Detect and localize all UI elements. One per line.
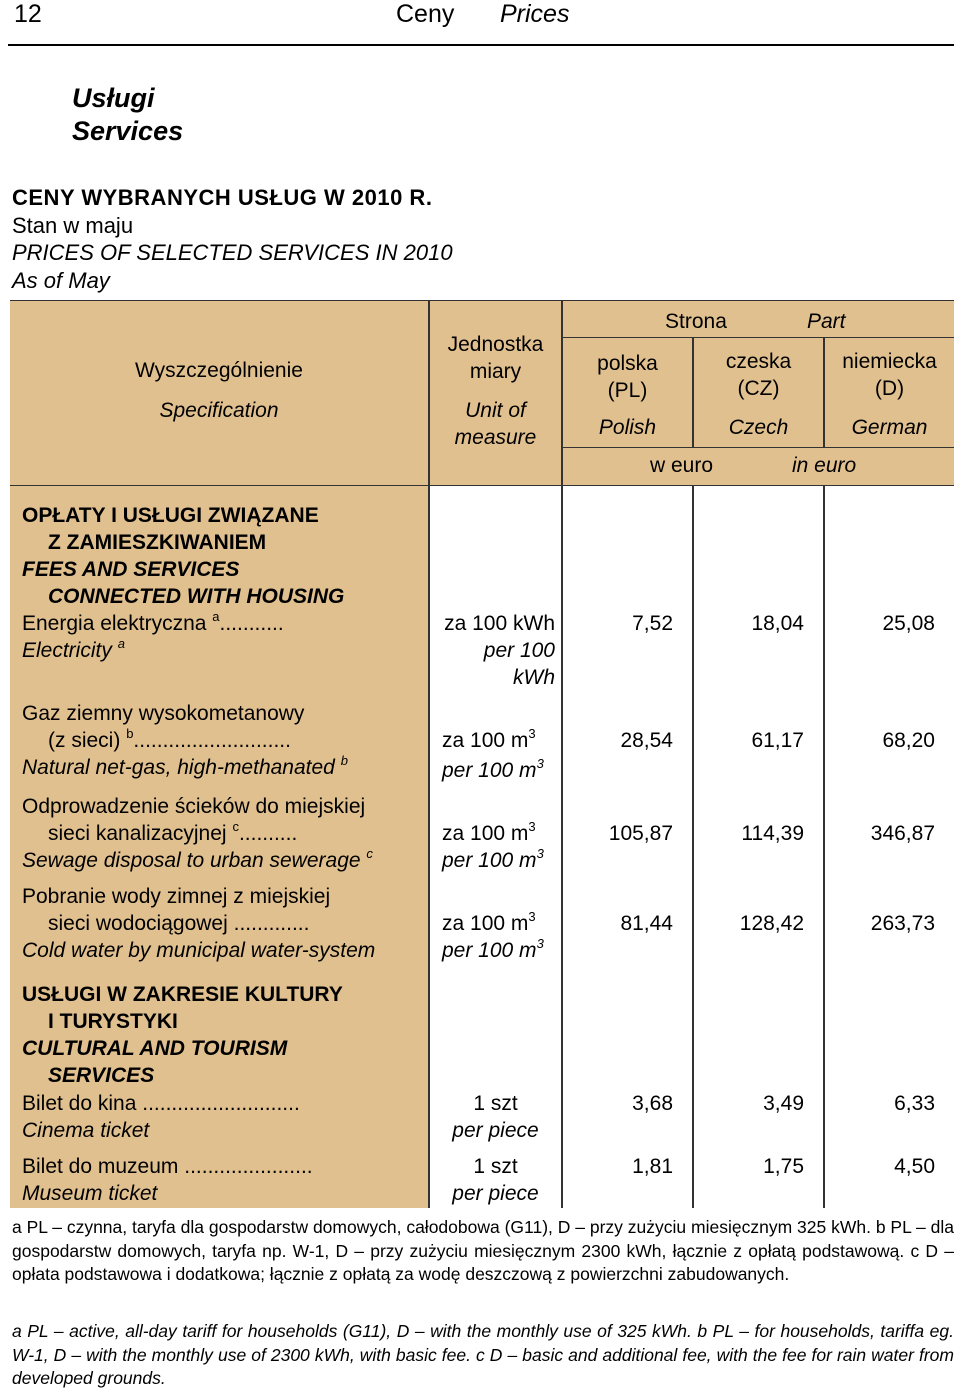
row-gas-label-en [22, 754, 348, 781]
group-housing-en-1: FEES AND SERVICES [22, 558, 240, 581]
header-bottom-border [10, 485, 954, 486]
label-text: Energia elektryczna [22, 612, 207, 635]
row-water-unit-pl [442, 910, 536, 937]
unit-text: za 100 m [442, 822, 529, 845]
row-cinema-unit-en: per piece [452, 1119, 539, 1142]
row-electricity-cz-value: 18,04 [751, 612, 804, 635]
row-gas-d-value: 68,20 [882, 729, 935, 752]
row-electricity-label-en [22, 637, 125, 664]
row-sewage-label-en [22, 847, 373, 874]
table-title-en: PRICES OF SELECTED SERVICES IN 2010 [12, 240, 453, 265]
country-d-code: (D) [874, 377, 905, 400]
footnote-mark: a [117, 636, 125, 651]
label-text: Electricity [22, 639, 112, 662]
header-section-pl: Ceny [396, 0, 455, 28]
row-cinema-pl-value: 3,68 [632, 1092, 673, 1115]
spec-header-en: Specification [159, 399, 279, 422]
leader-dots: ............. [233, 912, 310, 935]
running-header [0, 0, 960, 46]
group-culture-en-2: SERVICES [48, 1064, 155, 1087]
row-museum-label-pl [22, 1153, 313, 1180]
row-gas-pl-value: 28,54 [620, 729, 673, 752]
unit-text: za 100 m [442, 729, 529, 752]
row-sewage-unit-en [442, 847, 544, 874]
row-gas-label-pl-1: Gaz ziemny wysokometanowy [22, 702, 305, 725]
section-title-pl: Usługi [72, 83, 155, 113]
section-title-en: Services [72, 116, 184, 146]
row-electricity-pl-value: 7,52 [632, 612, 673, 635]
footnote-mark: c [232, 819, 239, 834]
row-museum-label-en: Museum ticket [22, 1182, 158, 1205]
group-culture-pl-1: USŁUGI W ZAKRESIE KULTURY [22, 983, 343, 1006]
footnote-mark: c [366, 846, 373, 861]
page-number: 12 [14, 0, 42, 28]
table-top-border [10, 300, 954, 301]
unit-exponent: 3 [536, 846, 544, 861]
row-sewage-label-pl-2 [48, 820, 297, 847]
prices-table [10, 300, 954, 1208]
unit-header-pl-1: Jednostka [447, 333, 544, 356]
row-cinema-cz-value: 3,49 [763, 1092, 804, 1115]
leader-dots: ...................... [184, 1155, 313, 1178]
row-water-label-pl-2 [48, 910, 309, 937]
row-water-unit-en [442, 937, 544, 964]
row-water-pl-value: 81,44 [620, 912, 673, 935]
country-pl-en: Polish [598, 416, 657, 439]
row-sewage-cz-value: 114,39 [741, 822, 804, 845]
unit-header-en-1: Unit of [465, 399, 526, 422]
currency-pl: w euro [650, 454, 714, 477]
row-cinema-d-value: 6,33 [894, 1092, 935, 1115]
country-d-en: German [851, 416, 928, 439]
row-water-label-pl-1: Pobranie wody zimnej z miejskiej [22, 885, 331, 908]
section-title [72, 82, 183, 148]
footnote-mark: a [212, 609, 220, 624]
country-cz-en: Czech [728, 416, 789, 439]
row-electricity-d-value: 25,08 [882, 612, 935, 635]
row-museum-d-value: 4,50 [894, 1155, 935, 1178]
leader-dots: ........... [219, 612, 284, 635]
row-cinema-label-en: Cinema ticket [22, 1119, 150, 1142]
footnotes-en: a PL – active, all-day tariff for households (G11), D – with the monthly use of 325 kWh. b PL – for households, tariffa eg. W-1, D – with the monthly use of 2300 kWh, with basic fee. c D – basic and additional fee, with the fee for rain water from developed grounds. [12, 1321, 954, 1388]
row-electricity-unit-pl: za 100 kWh [444, 612, 555, 635]
unit-exponent: 3 [528, 909, 536, 924]
row-gas-label-pl-2 [48, 727, 291, 754]
currency-en: in euro [792, 454, 857, 477]
row-gas-unit-en [442, 757, 544, 784]
header-section-en: Prices [500, 0, 570, 28]
row-gas-cz-value: 61,17 [751, 729, 804, 752]
label-text: Natural net-gas, high-methanated [22, 756, 335, 779]
table-title-pl: CENY WYBRANYCH USŁUG W 2010 R. [12, 185, 433, 210]
row-sewage-label-pl-1: Odprowadzenie ścieków do miejskiej [22, 795, 366, 818]
unit-text: per 100 m [442, 759, 537, 782]
label-text: Bilet do muzeum [22, 1155, 179, 1178]
label-text: sieci kanalizacyjnej [48, 822, 227, 845]
row-museum-cz-value: 1,75 [763, 1155, 804, 1178]
row-electricity-unit-en-1: per 100 [483, 639, 555, 662]
country-cz-code: (CZ) [737, 377, 780, 400]
table-title-block [12, 184, 453, 294]
table-subtitle-pl: Stan w maju [12, 212, 134, 238]
row-museum-unit-pl: 1 szt [473, 1155, 518, 1178]
unit-text: per 100 m [442, 849, 537, 872]
leader-dots: .......... [238, 822, 298, 845]
label-text: sieci wodociągowej [48, 912, 228, 935]
row-sewage-unit-pl [442, 820, 536, 847]
unit-text: za 100 m [442, 912, 529, 935]
row-water-label-en: Cold water by municipal water-system [22, 939, 376, 962]
unit-text: per 100 m [442, 939, 537, 962]
row-museum-pl-value: 1,81 [632, 1155, 673, 1178]
part-divider [561, 337, 954, 338]
row-water-cz-value: 128,42 [739, 912, 804, 935]
footnote-mark: b [126, 726, 134, 741]
part-header-en: Part [807, 310, 846, 333]
group-housing-en-2: CONNECTED WITH HOUSING [48, 585, 345, 608]
row-cinema-unit-pl: 1 szt [473, 1092, 518, 1115]
row-electricity-unit-en-2: kWh [513, 666, 555, 689]
group-culture-en-1: CULTURAL AND TOURISM [22, 1037, 288, 1060]
leader-dots: ........................... [133, 729, 291, 752]
unit-exponent: 3 [536, 936, 544, 951]
group-housing-pl-2: Z ZAMIESZKIWANIEM [48, 531, 267, 554]
country-pl-code: (PL) [607, 379, 648, 402]
spec-header-pl: Wyszczególnienie [135, 359, 303, 382]
table-subtitle-en: As of May [12, 267, 110, 293]
part-header-pl: Strona [665, 310, 727, 333]
group-housing-pl-1: OPŁATY I USŁUGI ZWIĄZANE [22, 504, 319, 527]
label-text: Sewage disposal to urban sewerage [22, 849, 361, 872]
unit-header-pl-2: miary [469, 360, 522, 383]
country-pl-name: polska [597, 352, 658, 375]
country-cz-name: czeska [725, 350, 792, 373]
currency-divider [561, 447, 954, 448]
label-text: (z sieci) [48, 729, 121, 752]
country-d-name: niemiecka [842, 350, 937, 373]
label-text: Bilet do kina [22, 1092, 137, 1115]
row-cinema-label-pl [22, 1090, 300, 1117]
footnote-mark: b [340, 753, 348, 768]
row-sewage-pl-value: 105,87 [608, 822, 673, 845]
row-museum-unit-en: per piece [452, 1182, 539, 1205]
unit-exponent: 3 [528, 819, 536, 834]
row-gas-unit-pl [442, 727, 536, 754]
row-water-d-value: 263,73 [870, 912, 935, 935]
unit-exponent: 3 [528, 726, 536, 741]
group-culture-pl-2: I TURYSTYKI [48, 1010, 178, 1033]
leader-dots: ........................... [142, 1092, 300, 1115]
unit-header-en-2: measure [454, 426, 537, 449]
unit-exponent: 3 [536, 756, 544, 771]
footnotes-pl: a PL – czynna, taryfa dla gospodarstw domowych, całodobowa (G11), D – przy zużyciu miesięcznym 325 kWh. b PL – dla gospodarstw domowych, taryfa np. W-1, D – przy zużyciu miesięcznym 2300 kWh, łącznie z opłatą podstawową. c D – opłata podstawowa i dodatkowa; łącznie z opłatą za wodę deszczową z powierzchni zabudowanych. [12, 1217, 954, 1284]
header-rule [8, 44, 954, 46]
row-sewage-d-value: 346,87 [870, 822, 935, 845]
row-electricity-label-pl [22, 610, 284, 637]
